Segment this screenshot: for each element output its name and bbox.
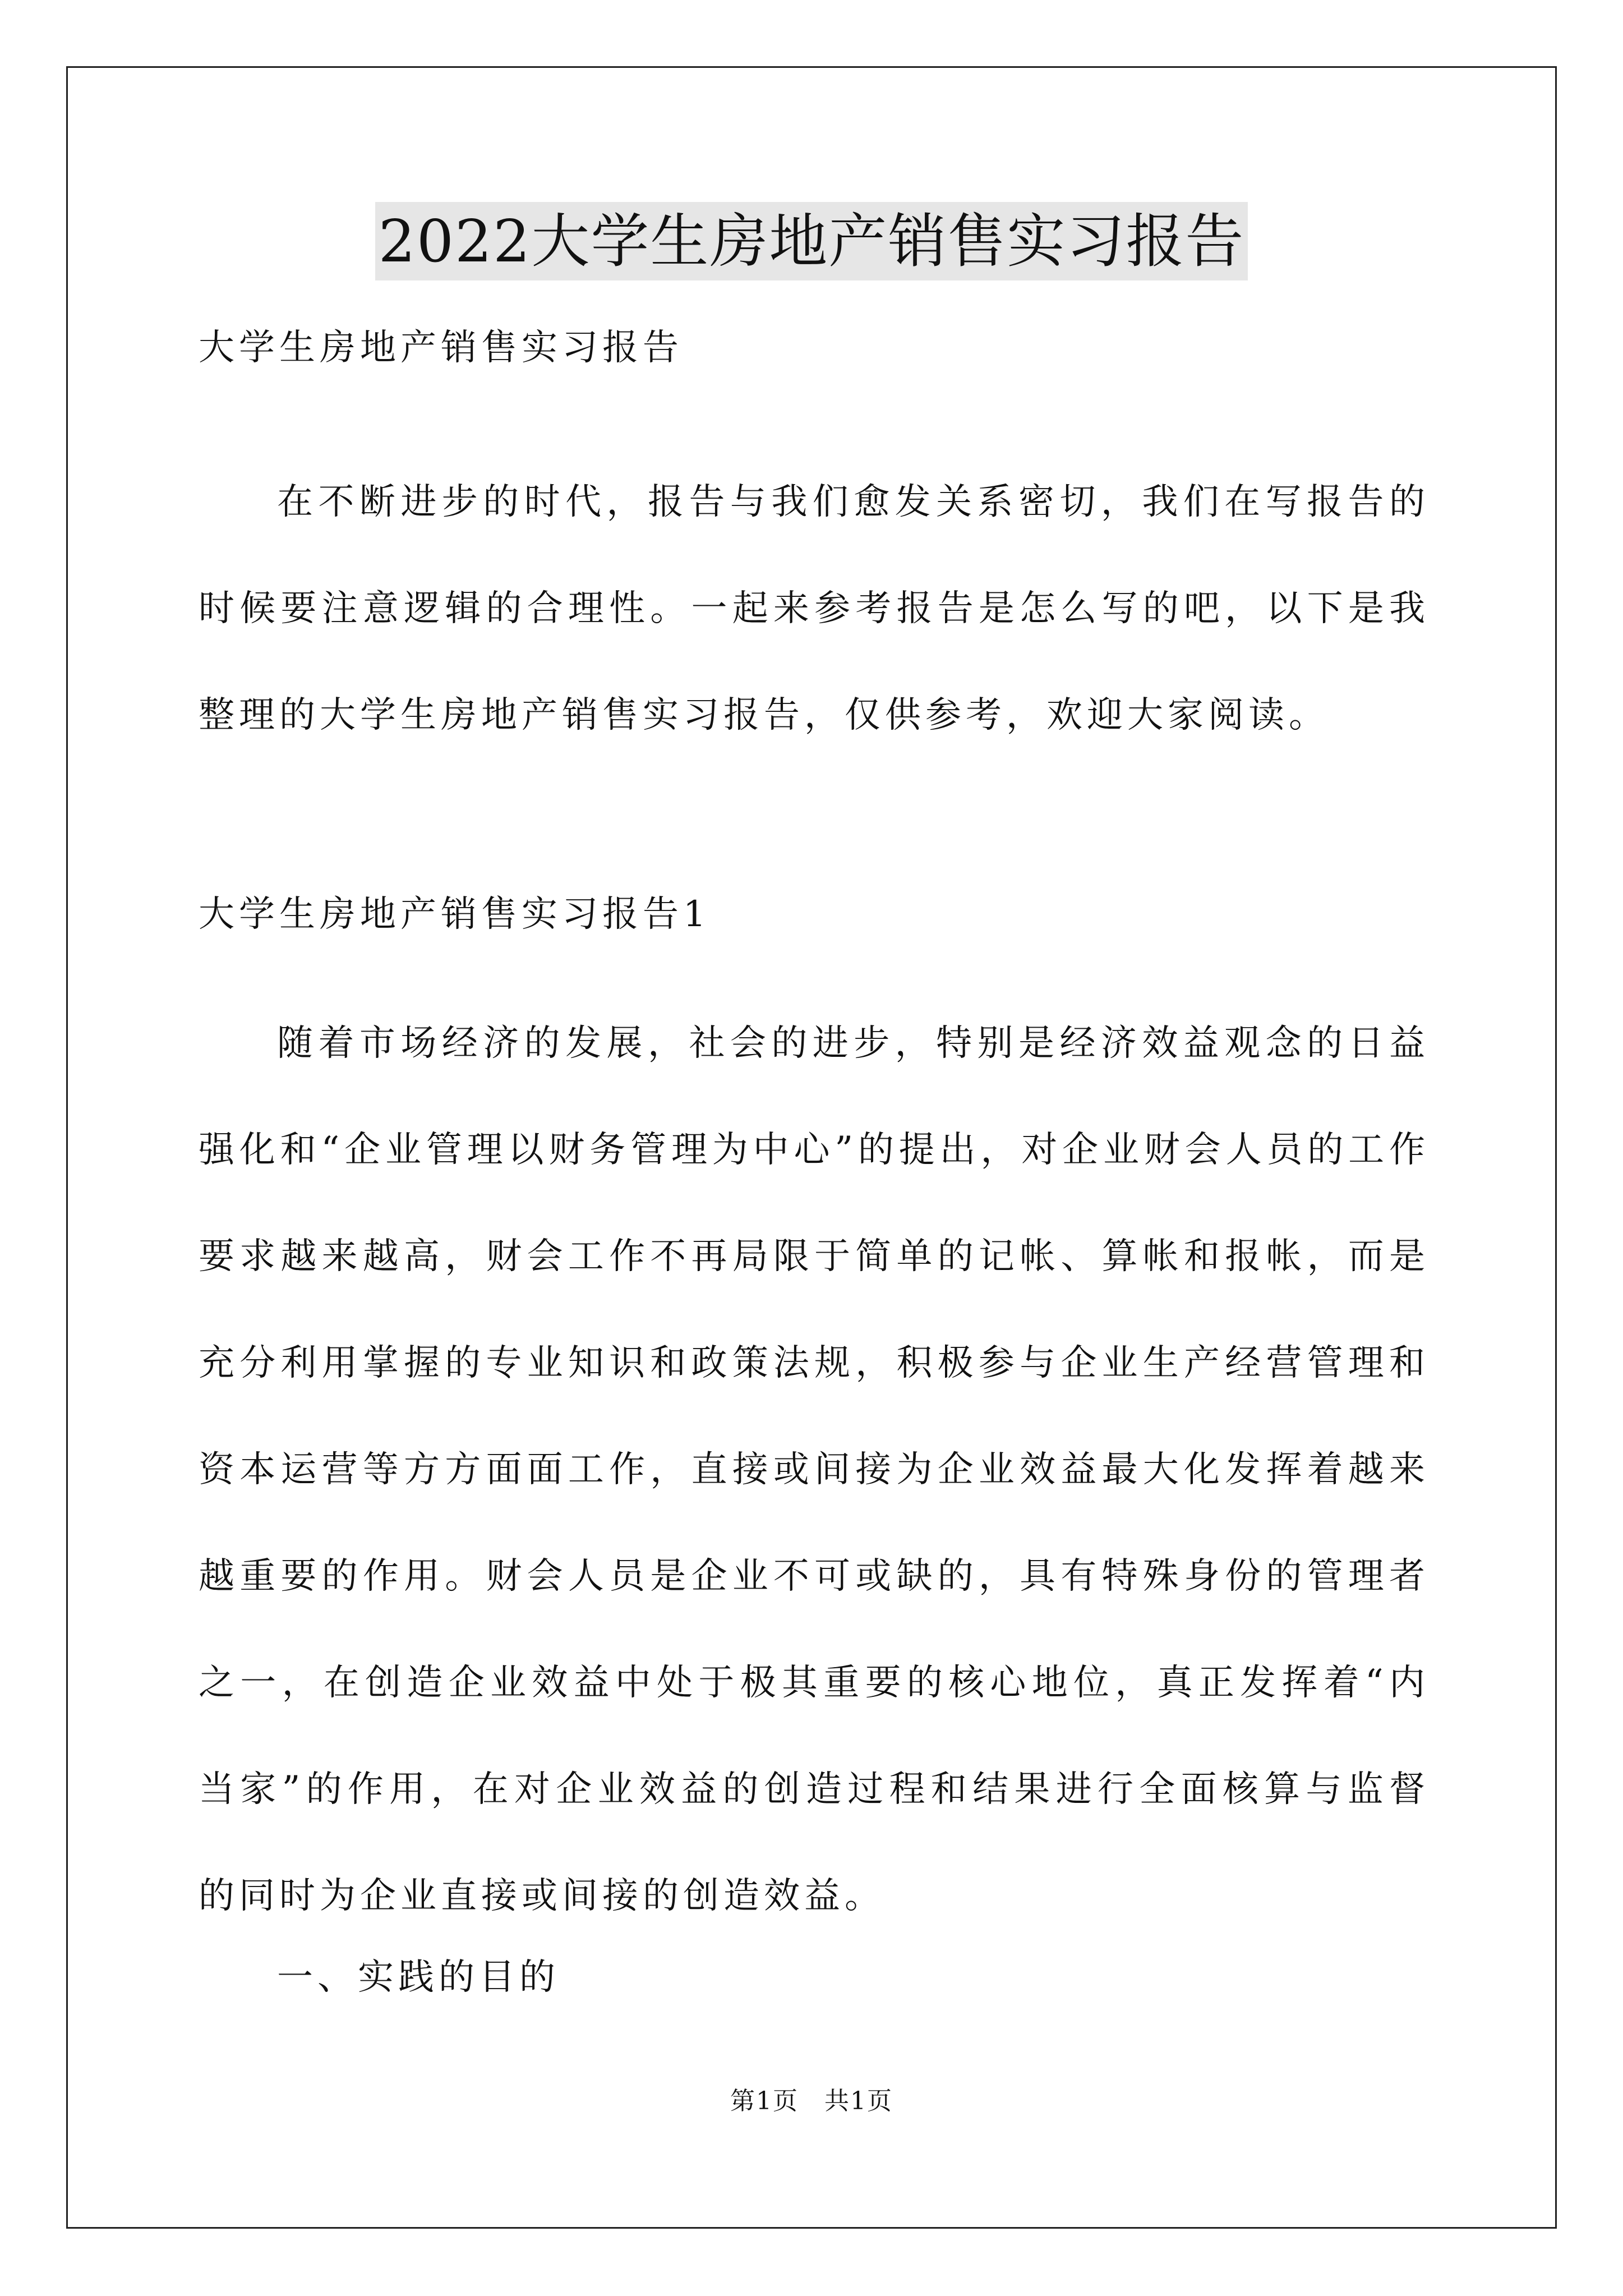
document-subtitle: 大学生房地产销售实习报告 — [199, 327, 683, 369]
point-heading: 一、实践的目的 — [277, 1957, 560, 1998]
page-indicator: 第1页 共1页 — [730, 2087, 893, 2115]
title-container — [0, 202, 1623, 280]
section-heading: 大学生房地产销售实习报告1 — [199, 894, 711, 935]
body-paragraph: 随着市场经济的发展，社会的进步，特别是经济效益观念的日益强化和“企业管理以财务管理为中心”的提出，对企业财会人员的工作要求越来越高，财会工作不再局限于简单的记帐、算帐和报帐，而是充分利用掌握的专业知识和政策法规，积极参与企业生产经营管理和资本运营等方方面面工作，直接或间接为企业效益最大化发挥着越来越重要的作用。财会人员是企业不可或缺的，具有特殊身份的管理者之一，在创造企业效益中处于极其重要的核心地位，真正发挥着“内当家”的作用，在对企业效益的创造过程和结果进行全面核算与监督的同时为企业直接或间接的创造效益。 — [199, 1023, 1430, 1917]
document-title: 2022大学生房地产销售实习报告 — [375, 202, 1248, 280]
intro-paragraph: 在不断进步的时代，报告与我们愈发关系密切，我们在写报告的时候要注意逻辑的合理性。一起来参考报告是怎么写的吧，以下是我整理的大学生房地产销售实习报告，仅供参考，欢迎大家阅读。 — [199, 481, 1430, 736]
